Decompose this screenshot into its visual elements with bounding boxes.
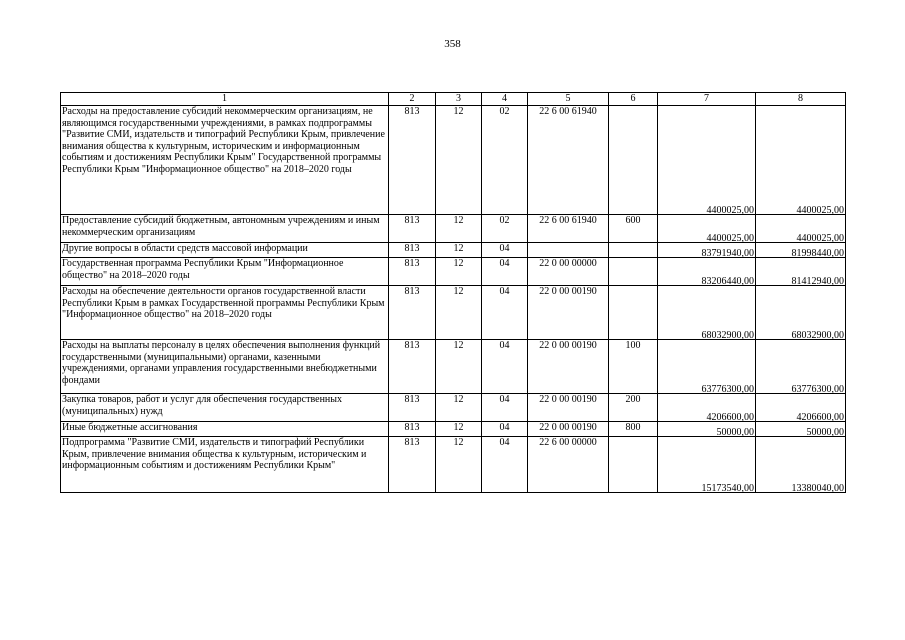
table-row [61,286,846,340]
column-header: 7 [658,93,756,106]
target-article-code: 22 0 00 00000 [528,258,609,286]
row-name: Расходы на обеспечение деятельности органов государственной власти Республики Крым в рамках Государственной программы Республики Крым "Информационное общество" на 2018–2020 годы [61,286,389,340]
ministry-code: 813 [389,422,436,437]
amount-year-2: 4400025,00 [756,106,846,215]
subsection-code: 04 [482,340,528,394]
column-header: 5 [528,93,609,106]
column-header: 2 [389,93,436,106]
section-code: 12 [436,215,482,243]
target-article-code: 22 0 00 00190 [528,286,609,340]
section-code: 12 [436,106,482,215]
amount-year-2: 68032900,00 [756,286,846,340]
table-row [61,340,846,394]
expense-type-code: 600 [609,215,658,243]
section-code: 12 [436,437,482,493]
row-name: Подпрограмма "Развитие СМИ, издательств и типографий Республики Крым, привлечение внимания общества к культурным, историческим и информационным событиям и достижениям Республики Крым" [61,437,389,493]
subsection-code: 04 [482,286,528,340]
ministry-code: 813 [389,106,436,215]
row-name: Иные бюджетные ассигнования [61,422,389,437]
expense-type-code [609,286,658,340]
column-header: 1 [61,93,389,106]
budget-table [60,92,846,493]
column-header: 6 [609,93,658,106]
ministry-code: 813 [389,286,436,340]
ministry-code: 813 [389,215,436,243]
section-code: 12 [436,422,482,437]
amount-year-1: 4400025,00 [658,215,756,243]
table-row [61,258,846,286]
amount-year-1: 15173540,00 [658,437,756,493]
amount-year-1: 68032900,00 [658,286,756,340]
section-code: 12 [436,243,482,258]
table-row [61,422,846,437]
subsection-code: 04 [482,243,528,258]
row-name: Предоставление субсидий бюджетным, автономным учреждениям и иным некоммерческим организациям [61,215,389,243]
amount-year-2: 63776300,00 [756,340,846,394]
column-header: 3 [436,93,482,106]
subsection-code: 02 [482,106,528,215]
target-article-code: 22 0 00 00190 [528,394,609,422]
ministry-code: 813 [389,340,436,394]
amount-year-2: 81998440,00 [756,243,846,258]
row-name: Расходы на выплаты персоналу в целях обеспечения выполнения функций государственными (муниципальными) органами, казенными учреждениями, органами управления государственными внебюджетными фондами [61,340,389,394]
table-row [61,243,846,258]
target-article-code [528,243,609,258]
row-name: Расходы на предоставление субсидий некоммерческим организациям, не являющимся государственными учреждениями, в рамках подпрограммы "Развитие СМИ, издательств и типографий Республики Крым, привлечение внимания общества к культурным, историческим и информационным событиям и достижениям Республики Крым" Государственной программы Республики Крым "Информационное общество" на 2018–2020 годы [61,106,389,215]
amount-year-2: 81412940,00 [756,258,846,286]
table-row [61,394,846,422]
amount-year-2: 13380040,00 [756,437,846,493]
target-article-code: 22 0 00 00190 [528,422,609,437]
table-row [61,437,846,493]
amount-year-1: 63776300,00 [658,340,756,394]
row-name: Государственная программа Республики Крым "Информационное общество" на 2018–2020 годы [61,258,389,286]
target-article-code: 22 6 00 00000 [528,437,609,493]
row-name: Другие вопросы в области средств массовой информации [61,243,389,258]
section-code: 12 [436,286,482,340]
amount-year-2: 4400025,00 [756,215,846,243]
ministry-code: 813 [389,437,436,493]
expense-type-code [609,437,658,493]
target-article-code: 22 6 00 61940 [528,106,609,215]
expense-type-code: 200 [609,394,658,422]
amount-year-1: 4400025,00 [658,106,756,215]
amount-year-1: 4206600,00 [658,394,756,422]
column-header: 4 [482,93,528,106]
amount-year-1: 83791940,00 [658,243,756,258]
ministry-code: 813 [389,394,436,422]
section-code: 12 [436,340,482,394]
target-article-code: 22 0 00 00190 [528,340,609,394]
amount-year-2: 50000,00 [756,422,846,437]
subsection-code: 04 [482,394,528,422]
section-code: 12 [436,258,482,286]
table-row [61,106,846,215]
expense-type-code: 100 [609,340,658,394]
column-header: 8 [756,93,846,106]
page-number: 358 [444,38,461,50]
expense-type-code [609,243,658,258]
row-name: Закупка товаров, работ и услуг для обеспечения государственных (муниципальных) нужд [61,394,389,422]
amount-year-1: 83206440,00 [658,258,756,286]
section-code: 12 [436,394,482,422]
amount-year-2: 4206600,00 [756,394,846,422]
subsection-code: 04 [482,437,528,493]
subsection-code: 02 [482,215,528,243]
table-row [61,215,846,243]
ministry-code: 813 [389,243,436,258]
table-header-row [61,93,846,106]
expense-type-code [609,258,658,286]
subsection-code: 04 [482,258,528,286]
subsection-code: 04 [482,422,528,437]
expense-type-code: 800 [609,422,658,437]
expense-type-code [609,106,658,215]
ministry-code: 813 [389,258,436,286]
amount-year-1: 50000,00 [658,422,756,437]
target-article-code: 22 6 00 61940 [528,215,609,243]
